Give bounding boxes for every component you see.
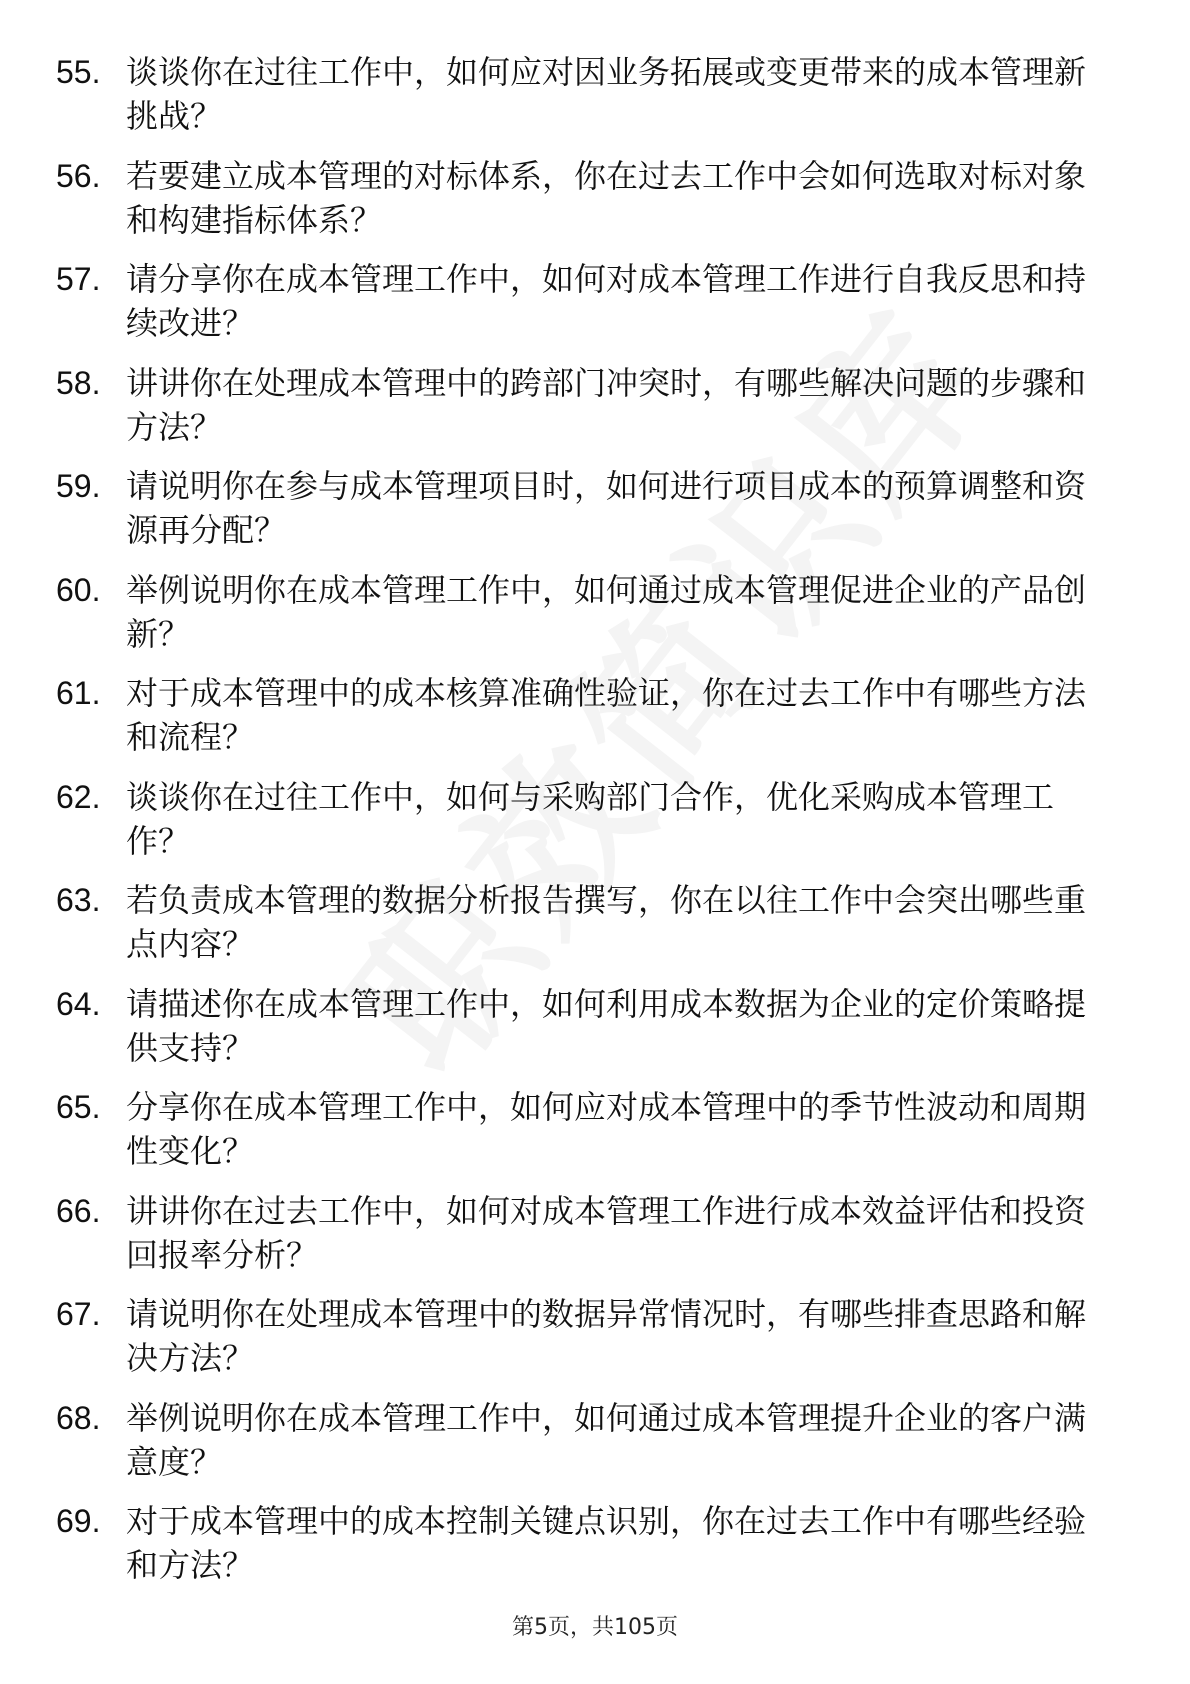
page-number-label: 第5页，共105页 xyxy=(512,1615,678,1640)
question-number: 69. xyxy=(56,1503,101,1539)
question-item xyxy=(56,1189,1116,1293)
question-item xyxy=(56,775,1116,879)
question-text: 若要建立成本管理的对标体系，你在过去工作中会如何选取对标对象和构建指标体系？ xyxy=(126,156,1087,239)
question-number: 57. xyxy=(56,261,101,297)
question-number: 59. xyxy=(56,468,101,504)
question-text: 举例说明你在成本管理工作中，如何通过成本管理促进企业的产品创新？ xyxy=(126,570,1087,653)
question-text: 请描述你在成本管理工作中，如何利用成本数据为企业的定价策略提供支持？ xyxy=(126,984,1087,1067)
question-text: 分享你在成本管理工作中，如何应对成本管理中的季节性波动和周期性变化？ xyxy=(126,1088,1087,1170)
question-number: 64. xyxy=(56,985,101,1022)
question-number: 63. xyxy=(56,882,101,918)
question-item xyxy=(56,1396,1116,1500)
question-item xyxy=(56,1085,1116,1189)
question-item xyxy=(56,1499,1116,1603)
question-number: 56. xyxy=(56,157,101,194)
question-number: 66. xyxy=(56,1192,101,1229)
question-text: 谈谈你在过往工作中，如何与采购部门合作，优化采购成本管理工作？ xyxy=(126,777,1055,860)
question-item xyxy=(56,568,1116,672)
question-text: 请说明你在参与成本管理项目时，如何进行项目成本的预算调整和资源再分配？ xyxy=(126,467,1087,549)
question-number: 62. xyxy=(56,778,101,815)
question-number: 67. xyxy=(56,1296,101,1332)
question-item xyxy=(56,50,1116,154)
question-number: 65. xyxy=(56,1089,101,1125)
question-number: 58. xyxy=(56,364,101,401)
question-text: 谈谈你在过往工作中，如何应对因业务拓展或变更带来的成本管理新挑战？ xyxy=(126,53,1087,135)
question-number: 60. xyxy=(56,571,101,608)
question-text: 请说明你在处理成本管理中的数据异常情况时，有哪些排查思路和解决方法？ xyxy=(126,1295,1087,1377)
page-footer xyxy=(0,1610,1190,1641)
question-list xyxy=(56,50,1116,1603)
question-text: 若负责成本管理的数据分析报告撰写，你在以往工作中会突出哪些重点内容？ xyxy=(126,881,1087,963)
question-item xyxy=(56,361,1116,465)
question-text: 讲讲你在过去工作中，如何对成本管理工作进行成本效益评估和投资回报率分析？ xyxy=(126,1191,1087,1274)
question-text: 对于成本管理中的成本控制关键点识别，你在过去工作中有哪些经验和方法？ xyxy=(126,1502,1087,1584)
question-item xyxy=(56,982,1116,1086)
question-item xyxy=(56,257,1116,361)
question-number: 68. xyxy=(56,1399,101,1436)
question-text: 讲讲你在处理成本管理中的跨部门冲突时，有哪些解决问题的步骤和方法？ xyxy=(126,363,1087,446)
question-item xyxy=(56,878,1116,982)
question-item xyxy=(56,671,1116,775)
question-text: 对于成本管理中的成本核算准确性验证，你在过去工作中有哪些方法和流程？ xyxy=(126,674,1087,756)
question-item xyxy=(56,154,1116,258)
question-number: 61. xyxy=(56,675,101,711)
question-number: 55. xyxy=(56,54,101,90)
question-item xyxy=(56,1292,1116,1396)
question-item xyxy=(56,464,1116,568)
question-text: 举例说明你在成本管理工作中，如何通过成本管理提升企业的客户满意度？ xyxy=(126,1398,1087,1481)
question-text: 请分享你在成本管理工作中，如何对成本管理工作进行自我反思和持续改进？ xyxy=(126,260,1087,342)
